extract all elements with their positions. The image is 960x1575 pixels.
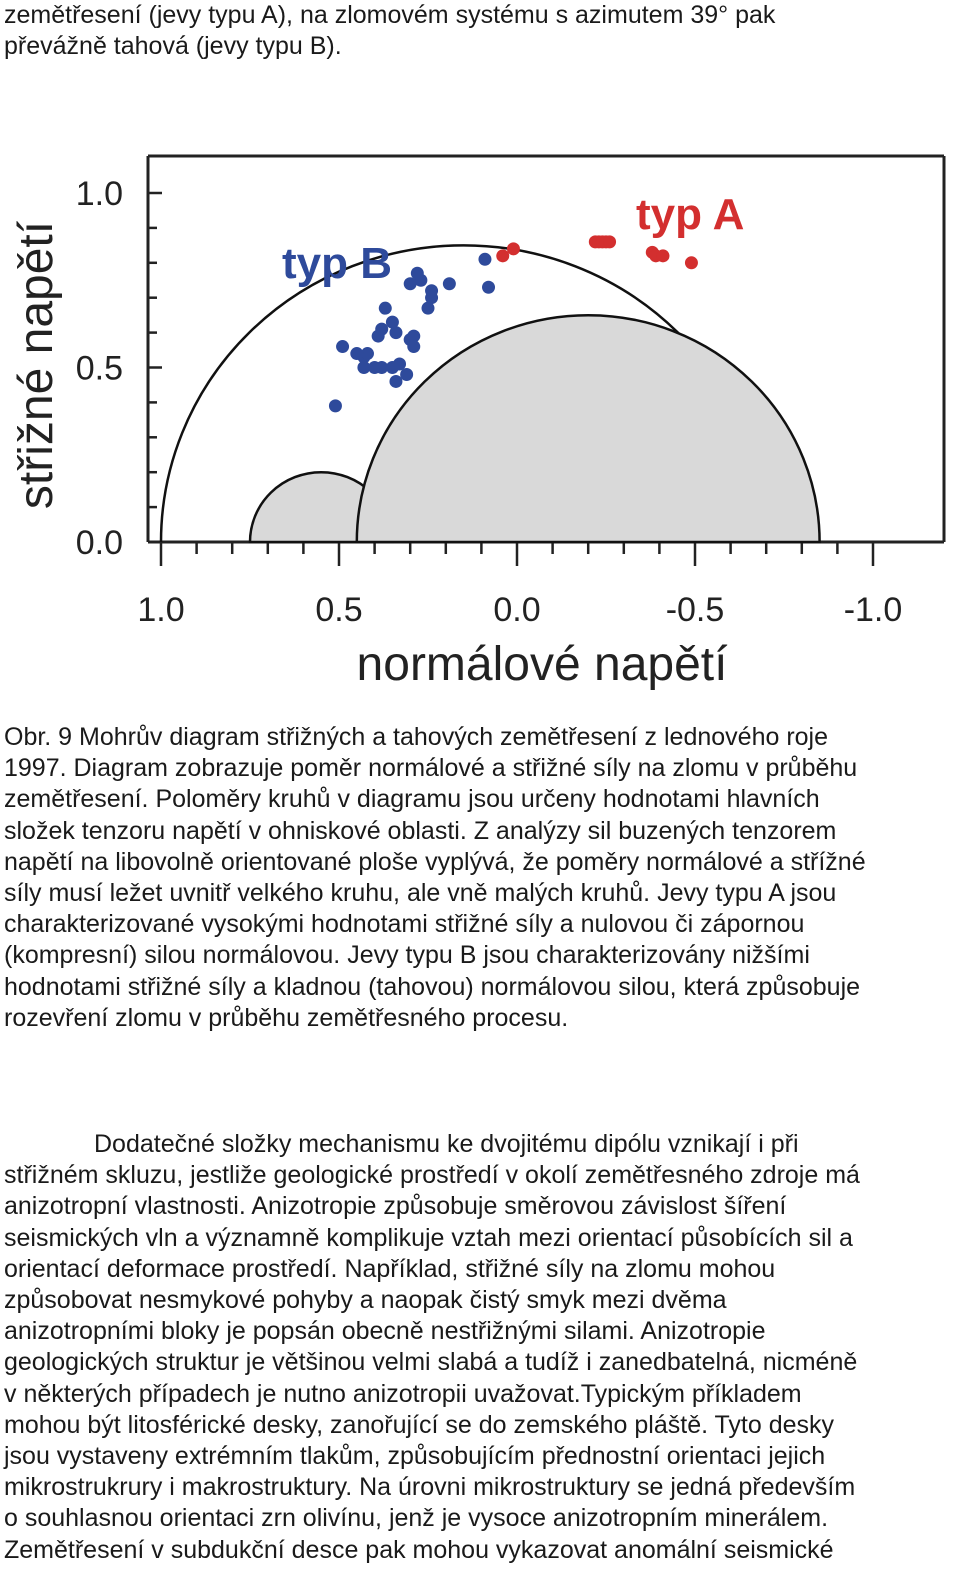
y-tick-label: 0.0 bbox=[75, 524, 123, 562]
data-point bbox=[656, 249, 669, 262]
text-line: o souhlasnou orientaci zrn olivínu, jenž je vysoce anizotropním minerálem. bbox=[4, 1504, 829, 1533]
data-point bbox=[375, 323, 388, 336]
mohr-diagram-chart bbox=[0, 140, 960, 700]
text-line: způsobovat nesmykové pohyby a naopak čistý smyk mezi dvěma bbox=[4, 1286, 727, 1315]
mohr-diagram-figure bbox=[0, 140, 960, 700]
caption-line: hodnotami střižné síly a kladnou (tahovou) normálovou silou, která způsobuje bbox=[4, 972, 861, 1001]
x-tick-label: -1.0 bbox=[843, 591, 903, 629]
x-tick-label: 0.0 bbox=[493, 591, 541, 629]
x-tick-label: 1.0 bbox=[137, 591, 185, 629]
text-line: zemětřesení (jevy typu A), na zlomovém systému s azimutem 39° pak bbox=[4, 1, 776, 29]
caption-line: Obr. 9 Mohrův diagram střižných a tahových zemětřesení z lednového roje bbox=[4, 723, 829, 751]
annotation-typ-b: typ B bbox=[282, 239, 392, 288]
caption-line: složek tenzoru napětí v ohniskové oblasti. Z analýzy sil buzených tenzorem bbox=[4, 816, 837, 845]
text-line: anizotropními bloky je popsán obecně nestřižnými silami. Anizotropie bbox=[4, 1317, 766, 1346]
data-point bbox=[482, 281, 495, 294]
data-point bbox=[603, 235, 616, 248]
data-point bbox=[685, 256, 698, 269]
text-line: mikrostrukrury i makrostruktury. Na úrovni mikrostruktury se jedná především bbox=[4, 1473, 856, 1502]
data-point bbox=[443, 277, 456, 290]
text-line: střižném skluzu, jestliže geologické prostředí v okolí zemětřesného zdroje má bbox=[4, 1161, 860, 1190]
text-line: převážně tahová (jevy typu B). bbox=[4, 32, 342, 61]
annotation-typ-a: typ A bbox=[636, 190, 745, 239]
text-line: mohou být litosférické desky, zanořující se do zemského pláště. Tyto desky bbox=[4, 1410, 835, 1439]
y-tick-label: 1.0 bbox=[75, 175, 123, 213]
x-axis-title: normálové napětí bbox=[356, 638, 728, 691]
body-paragraph bbox=[4, 1129, 954, 1566]
data-point bbox=[379, 302, 392, 315]
data-point bbox=[386, 316, 399, 329]
data-point bbox=[478, 253, 491, 266]
data-point bbox=[407, 330, 420, 343]
text-line: anizotropní vlastnosti. Anizotropie způsobuje směrovou závislost šíření bbox=[4, 1192, 787, 1221]
x-tick-label: -0.5 bbox=[665, 591, 725, 629]
figure-caption bbox=[4, 722, 954, 1034]
data-point bbox=[350, 347, 363, 360]
y-axis-title: střižné napětí bbox=[10, 220, 63, 510]
caption-line: (kompresní) silou normálovou. Jevy typu B jsou charakterizovány nižšími bbox=[4, 941, 810, 970]
caption-line: 1997. Diagram zobrazuje poměr normálové a střižné síly na zlomu v průběhu bbox=[4, 754, 858, 783]
text-line: orientací deformace prostředí. Například, střižné síly na zlomu mohou bbox=[4, 1254, 776, 1283]
caption-line: charakterizované vysokými hodnotami střižné síly a nulovou či zápornou bbox=[4, 910, 805, 939]
caption-line: síly musí ležet uvnitř velkého kruhu, ale vně malých kruhů. Jevy typu A jsou bbox=[4, 879, 837, 908]
y-tick-label: 0.5 bbox=[75, 349, 123, 388]
text-line: seismických vln a významně komplikuje vztah mezi orientací působících sil a bbox=[4, 1223, 853, 1252]
caption-line: napětí na libovolně orientované ploše vyplývá, že poměry normálové a střížné bbox=[4, 847, 866, 876]
x-tick-label: 0.5 bbox=[315, 591, 363, 629]
top-paragraph bbox=[4, 0, 954, 62]
text-line: geologických struktur je většinou velmi slabá a tudíž i zanedbatelná, nicméně bbox=[4, 1348, 858, 1377]
data-point bbox=[389, 375, 402, 388]
data-point bbox=[400, 368, 413, 381]
text-line: v některých případech je nutno anizotropii uvažovat.Typickým příkladem bbox=[4, 1379, 802, 1408]
data-point bbox=[336, 340, 349, 353]
data-point bbox=[411, 267, 424, 280]
data-point bbox=[507, 242, 520, 255]
data-point bbox=[496, 249, 509, 262]
text-line: Zemětřesení v subdukční desce pak mohou vykazovat anomální seismické bbox=[4, 1535, 834, 1564]
text-line: Dodatečné složky mechanismu ke dvojitému dipólu vznikají i při bbox=[94, 1130, 799, 1158]
data-point bbox=[329, 399, 342, 412]
caption-line: zemětřesení. Poloměry kruhů v diagramu jsou určeny hodnotami hlavních bbox=[4, 785, 820, 814]
text-line: jsou vystaveny extrémním tlakům, způsobujícím přednostní orientaci jejich bbox=[4, 1442, 826, 1471]
mohr-circle-medium-filled bbox=[357, 315, 820, 542]
caption-line: rozevření zlomu v průběhu zemětřesného procesu. bbox=[4, 1003, 569, 1032]
data-point bbox=[425, 284, 438, 297]
